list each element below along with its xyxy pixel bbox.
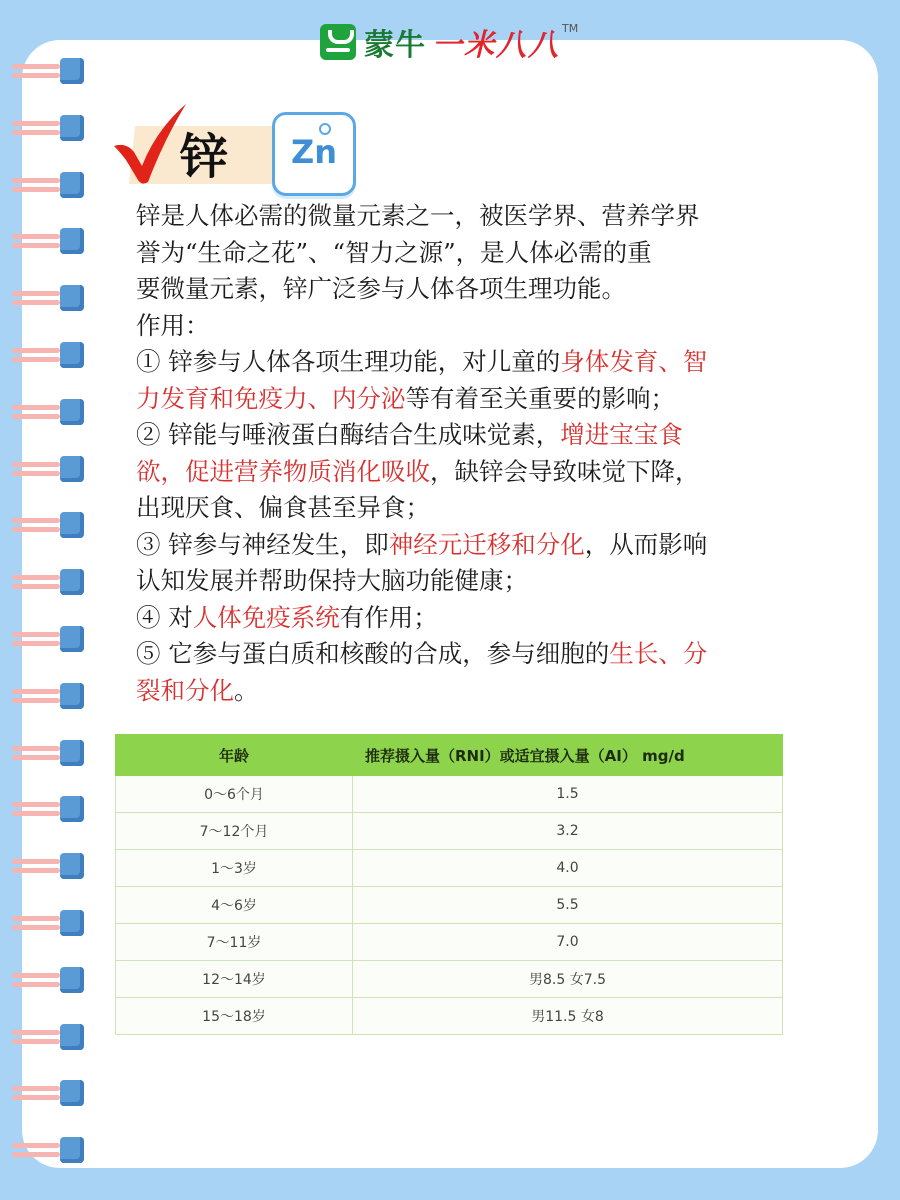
- table-row: [116, 813, 783, 850]
- binding-ring: [12, 456, 92, 482]
- binding-ring: [12, 967, 92, 993]
- binding-ring: [12, 342, 92, 368]
- table-row: [116, 776, 783, 813]
- binding-ring: [12, 1080, 92, 1106]
- logo-brand-text: 蒙牛: [364, 28, 426, 63]
- point-text: 出现厌食、偏食甚至异食；: [136, 493, 430, 522]
- point-text: ② 锌能与唾液蛋白酶结合生成味觉素，: [136, 420, 561, 449]
- article-body: [136, 198, 796, 709]
- table-row: [116, 998, 783, 1035]
- intake-cell: 男8.5 女7.5: [353, 961, 783, 998]
- binding-ring: [12, 626, 92, 652]
- binding-ring: [12, 172, 92, 198]
- point-text: ，从而影响: [584, 529, 708, 559]
- highlight-text: 力发育和免疫力、内分泌: [136, 383, 406, 413]
- binding-ring: [12, 115, 92, 141]
- highlight-text: 人体免疫系统: [192, 602, 340, 632]
- binding-ring: [12, 58, 92, 84]
- highlight-text: 神经元迁移和分化: [388, 529, 585, 559]
- point-text: ④ 对: [136, 602, 193, 632]
- table-row: [116, 887, 783, 924]
- age-cell: 7～12个月: [116, 813, 353, 850]
- point-text: 认知发展并帮助保持大脑功能健康；: [136, 566, 528, 595]
- binding-ring: [12, 796, 92, 822]
- age-column-header: 年龄: [116, 735, 353, 776]
- brand-logo: [320, 20, 578, 64]
- role-point-line: [136, 636, 796, 673]
- role-point-line: [136, 490, 796, 527]
- table-row: [116, 961, 783, 998]
- binding-ring: [12, 512, 92, 538]
- binding-ring: [12, 910, 92, 936]
- intro-line: 锌是人体必需的微量元素之一，被医学界、营养学界: [136, 201, 700, 230]
- highlight-text: 增进宝宝食: [560, 420, 683, 449]
- highlight-text: 欲，促进营养物质消化吸收: [136, 456, 430, 486]
- binding-ring: [12, 1024, 92, 1050]
- table-row: [116, 924, 783, 961]
- highlight-text: 生长、分: [609, 639, 708, 668]
- intake-cell: 7.0: [353, 924, 783, 961]
- highlight-text: 裂和分化: [136, 675, 234, 705]
- binding-ring: [12, 740, 92, 766]
- intake-cell: 1.5: [353, 776, 783, 813]
- zinc-symbol-text: Zn: [291, 133, 337, 171]
- point-text: 等有着至关重要的影响；: [405, 383, 675, 413]
- intake-cell: 3.2: [353, 813, 783, 850]
- point-text: 。: [234, 675, 259, 705]
- logo-sub-text: 一米八八: [432, 28, 560, 63]
- highlight-text: 身体发育、智: [560, 347, 708, 376]
- binding-ring: [12, 1137, 92, 1163]
- zinc-intake-table: [115, 734, 783, 1035]
- age-cell: 15～18岁: [116, 998, 353, 1035]
- logo-trademark: TM: [562, 21, 579, 35]
- role-point-line: [136, 454, 796, 491]
- table-header-row: [116, 735, 783, 776]
- table-row: [116, 850, 783, 887]
- spiral-binding: [12, 58, 92, 1158]
- role-points: [136, 344, 796, 709]
- intake-cell: 5.5: [353, 887, 783, 924]
- binding-ring: [12, 285, 92, 311]
- point-text: ③ 锌参与神经发生，即: [136, 529, 389, 559]
- age-cell: 1～3岁: [116, 850, 353, 887]
- intake-cell: 4.0: [353, 850, 783, 887]
- binding-ring: [12, 399, 92, 425]
- role-label: 作用：: [136, 310, 210, 340]
- role-point-line: [136, 344, 796, 381]
- point-text: 有作用；: [339, 602, 438, 632]
- point-text: ① 锌参与人体各项生理功能，对儿童的: [136, 347, 561, 376]
- age-cell: 0～6个月: [116, 776, 353, 813]
- binding-ring: [12, 683, 92, 709]
- role-point-line: [136, 527, 796, 564]
- binding-ring: [12, 228, 92, 254]
- page-title: 锌: [180, 129, 229, 185]
- zinc-symbol-icon: [272, 112, 356, 196]
- table-body: [116, 776, 783, 1035]
- role-point-line: [136, 417, 796, 454]
- point-text: ⑤ 它参与蛋白质和核酸的合成，参与细胞的: [136, 639, 610, 668]
- binding-ring: [12, 853, 92, 879]
- age-cell: 4～6岁: [116, 887, 353, 924]
- role-point-line: [136, 381, 796, 418]
- role-point-line: [136, 673, 796, 710]
- intake-cell: 男11.5 女8: [353, 998, 783, 1035]
- role-point-line: [136, 563, 796, 600]
- age-cell: 12～14岁: [116, 961, 353, 998]
- intro-line: 要微量元素，锌广泛参与人体各项生理功能。: [136, 274, 626, 303]
- intro-line: 誉为“生命之花”、“智力之源”，是人体必需的重: [136, 237, 652, 267]
- intake-column-header: 推荐摄入量（RNI）或适宜摄入量（AI） mg/d: [353, 735, 783, 776]
- role-point-line: [136, 600, 796, 637]
- age-cell: 7～11岁: [116, 924, 353, 961]
- point-text: ，缺锌会导致味觉下降，: [430, 456, 700, 486]
- logo-mark-icon: [320, 24, 356, 60]
- binding-ring: [12, 569, 92, 595]
